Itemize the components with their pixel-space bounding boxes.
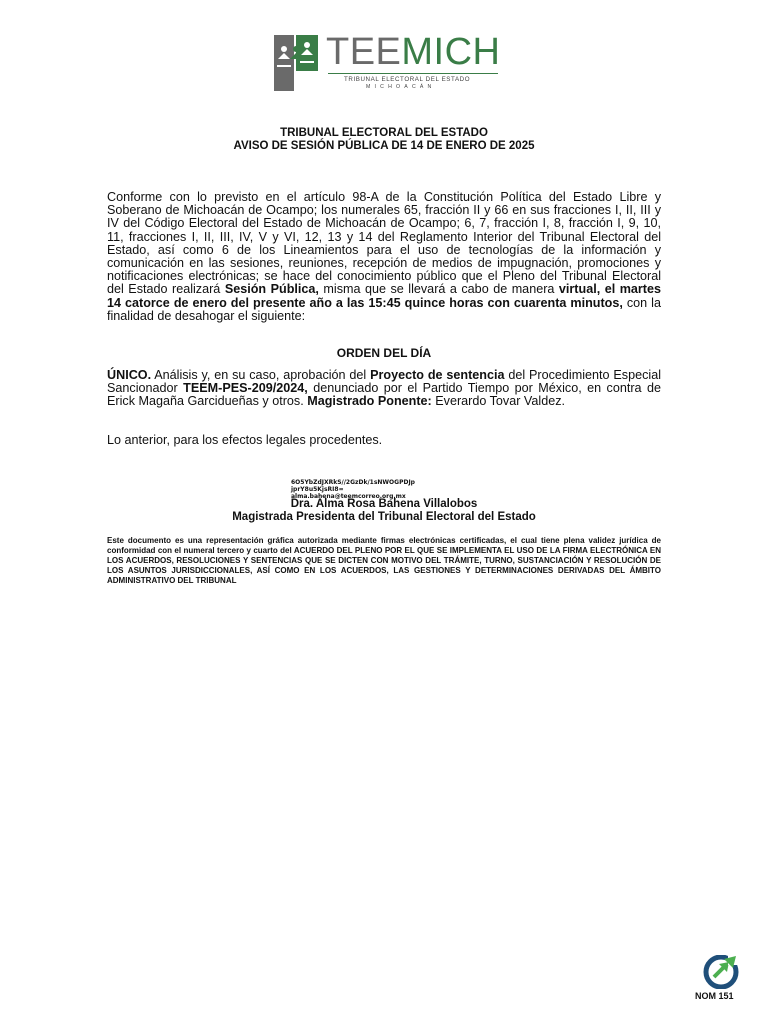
intro-text-3: con la finalidad de desahogar el siguiente: xyxy=(107,295,661,323)
agenda-text-3: denunciado por el Partido Tiempo por México, en contra de Erick Magaña Garcidueñas y otros. xyxy=(107,381,662,409)
intro-session-date: virtual, el martes 14 catorce de enero del presente año a las 15:45 quince horas con cuarenta minutos, xyxy=(107,282,662,310)
agenda-heading: ORDEN DEL DÍA xyxy=(336,346,432,360)
logo-wordmark xyxy=(326,31,501,74)
logo-wordmark-part1: TEE xyxy=(326,31,402,73)
agenda-item-label: ÚNICO. xyxy=(107,368,152,382)
tribunal-emblem-icon xyxy=(274,35,320,91)
signature-hash xyxy=(291,479,415,500)
teemich-logo xyxy=(274,33,504,93)
agenda-item xyxy=(107,369,661,409)
signer-name: Dra. Alma Rosa Bahena Villalobos xyxy=(290,498,478,510)
signature-hash-line: 6O5YbZdJXRkS//2GzDk/1sNWOGPDJp xyxy=(291,479,415,486)
signer-role: Magistrada Presidenta del Tribunal Electoral del Estado xyxy=(232,511,536,523)
agenda-text: Análisis y, en su caso, aprobación del xyxy=(151,368,371,382)
logo-divider xyxy=(328,73,498,74)
case-number: TEEM-PES-209/2024, xyxy=(183,381,308,396)
nom-seal-icon xyxy=(702,955,740,989)
document-heading: TRIBUNAL ELECTORAL DEL ESTADO xyxy=(280,127,488,139)
intro-text-2: misma que se llevará a cabo de manera xyxy=(318,282,559,297)
logo-subtitle: TRIBUNAL ELECTORAL DEL ESTADO xyxy=(344,76,471,83)
intro-text: Conforme con lo previsto en el artículo 98-A de la Constitución Política del Estado Libre y Soberano de Michoacán de Ocampo; los numerales 65, fracción II y 66 en sus fracciones I, II, III y IV del Código Electoral del Estado de Michoacán de Ocampo; 6, 7, fracción I, 8, fracción I, 9, 10, 11, fracciones I, II, III, IV, V y VI, 12, 13 y 14 del Reglamento Interior del Tribunal Electoral del Estado, así como 6 de los Lineamientos para el uso de tecnologías de la información y comunicación en las sesiones, reuniones, recepción de medios de impugnación, promociones y notificaciones electrónicas; se hace del conocimiento público que el Pleno del Tribunal Electoral del Estado realizará xyxy=(107,190,661,297)
nom-label: NOM 151 xyxy=(695,991,734,1001)
ponente-name: Everardo Tovar Valdez. xyxy=(431,394,566,409)
signature-email: alma.bahena@teemcorreo.org.mx xyxy=(291,493,406,500)
intro-session-type: Sesión Pública, xyxy=(224,282,319,297)
agenda-text-2: del Procedimiento Especial Sancionador xyxy=(107,368,661,396)
logo-wordmark-part2: MICH xyxy=(401,31,501,73)
ponente-label: Magistrado Ponente: xyxy=(307,394,432,409)
closing-paragraph: Lo anterior, para los efectos legales procedentes. xyxy=(107,433,383,447)
intro-paragraph xyxy=(107,191,661,323)
agenda-project: Proyecto de sentencia xyxy=(370,368,505,382)
logo-state: MICHOACÁN xyxy=(366,84,436,90)
legal-disclaimer: Este documento es una representación gráfica autorizada mediante firmas electrónicas certificadas, el cual tiene plena validez jurídica de conformidad con el numeral tercero y cuarto del ACUERDO DEL PLENO POR EL QUE SE IMPLEMENTA EL USO DE LA FIRMA ELECTRÓNICA EN LOS ACUERDOS, RESOLUCIONES Y SENTENCIAS QUE SE DICTEN CON MOTIVO DEL TRÁMITE, TURNO, SUSTANCIACIÓN Y RESOLUCIÓN DE LOS ASUNTOS JURISDICCIONALES, ASÍ COMO EN LOS ACUERDOS, LAS GESTIONES Y DETERMINACIONES DERIVADAS DEL ÁMBITO ADMINISTRATIVO DEL TRIBUNAL xyxy=(107,536,661,585)
document-title: AVISO DE SESIÓN PÚBLICA DE 14 DE ENERO DE 2025 xyxy=(233,140,535,152)
signature-hash-line: jprY8u5KjsRI8= xyxy=(291,486,344,493)
